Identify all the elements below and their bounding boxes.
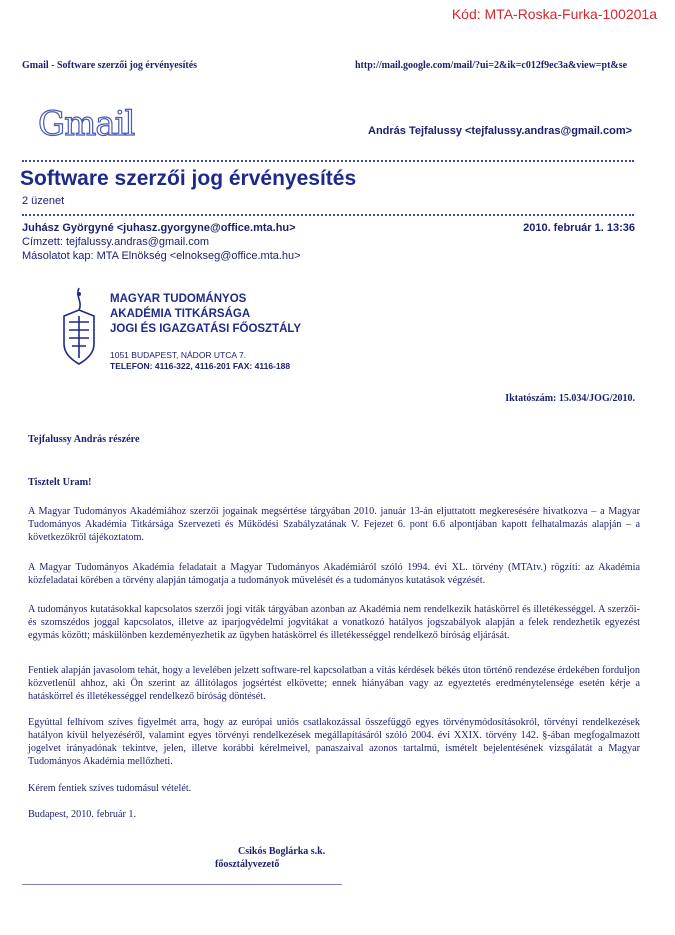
letter-closing: Kérem fentiek szíves tudomásul vételét. <box>28 783 192 794</box>
print-page-title: Gmail - Software szerzői jog érvényesítés <box>22 60 198 71</box>
letter-paragraph-4: Fentiek alapján javasolom tehát, hogy a levelében jelzett software-rel kapcsolatban a vitás kérdések békés úton történő rendezése érdekében forduljon közvetlenül ahhoz, aki Ön szerint az állítólagos jogsértést elkövette; ennek hiányában vagy az egyeztetés eredménytelensége esetén kérje a hatáskörrel és illetékességgel rendelkező bíróság döntését. <box>28 665 640 702</box>
signature-name: Csikós Boglárka s.k. <box>238 846 326 857</box>
academy-crest-icon <box>58 286 100 368</box>
thread-subject: Software szerzői jog érvényesítés <box>20 167 357 190</box>
reference-number: Iktatószám: 15.034/JOG/2010. <box>505 393 635 404</box>
letter-place-date: Budapest, 2010. február 1. <box>28 809 137 820</box>
letter-addressee: Tejfalussy András részére <box>28 434 140 445</box>
message-sender: Juhász Györgyné <juhasz.gyorgyne@office.mta.hu> <box>22 222 296 234</box>
print-page-url: http://mail.google.com/mail/?ui=2&ik=c012f9ec3a&view=pt&se <box>355 60 628 71</box>
fax-number: 4116-188 <box>254 361 291 371</box>
message-cc: Másolatot kap: MTA Elnökség <elnokseg@office.mta.hu> <box>22 250 301 262</box>
institution-contact <box>110 350 290 372</box>
institution-name <box>110 292 301 337</box>
message-date: 2010. február 1. 13:36 <box>523 222 635 234</box>
message-recipient: Címzett: tejfalussy.andras@gmail.com <box>22 236 210 248</box>
account-email: András Tejfalussy <tejfalussy.andras@gmail.com> <box>368 125 633 137</box>
message-count: 2 üzenet <box>22 195 65 207</box>
bottom-rule <box>22 884 342 885</box>
institution-line-3: JOGI ÉS IGAZGATÁSI FŐOSZTÁLY <box>110 323 302 335</box>
letter-paragraph-1: A Magyar Tudományos Akadémiához szerzői jogainak megsértése tárgyában 2010. január 13-án eljuttatott megkeresésére hivatkozva – a Magyar Tudományos Akadémia Titkársága Szervezeti és Működési Szabályzatának V. Fejezet 6. pont 6.6 alpontjában kapott felhatalmazás alapján – a következőkről tájékoztatom. <box>28 506 640 543</box>
archive-code: Kód: MTA-Roska-Furka-100201a <box>451 6 657 22</box>
letter-paragraph-5: Egyúttal felhívom szíves figyelmét arra, hogy az európai uniós csatlakozással összefüggő egyes törvénymódosításokról, törvényi rendelkezések hatályon kívül helyezéséről, valamint egyes törvényi rendelkezések megállapításáról szóló 2004. évi XXIX. törvény 142. §-ában megfogalmazott jogelvet irányadónak tekintve, jelen, illetve korábbi kérelmeivel, panaszaival azonos tartalmú, ismételt bejelentésének vizsgálatát a Magyar Tudományos Akadémia mellőzheti. <box>28 717 640 767</box>
gmail-logo: Gmail <box>38 104 135 144</box>
letter-salutation: Tisztelt Uram! <box>28 477 92 488</box>
institution-phone-fax: TELEFON: 4116-322, 4116-201 FAX: 4116-188 <box>110 361 291 371</box>
message-separator <box>22 214 634 216</box>
letter-paragraph-2: A Magyar Tudományos Akadémia feladatait a Magyar Tudományos Akadémiáról szóló 1994. évi XL. törvény (MTAtv.) rögzíti: az Akadémia közfeladatai körében a törvény alapján támogatja a tudományok művelését és a tudományos kutatások végzését. <box>28 562 640 586</box>
institution-address: 1051 BUDAPEST, NÁDOR UTCA 7. <box>110 350 247 360</box>
header-separator <box>22 160 634 162</box>
letter-paragraph-3: A tudományos kutatásokkal kapcsolatos szerzői jogi viták tárgyában azonban az Akadémia nem rendelkezik hatáskörrel és illetékességgel. A szerzői- és szomszédos joggal kapcsolatos, illetve az iparjogvédelmi jogvitákat a vonatkozó hatályos jogszabályok alapján a felek rendezhetik egyezést egymás között; máskülönben kezdeményezhetik az ügyben hatáskörrel és illetékességgel rendelkező bíróság eljárását. <box>28 604 640 641</box>
phone-number: 4116-322, 4116-201 <box>154 361 231 371</box>
institution-line-1: MAGYAR TUDOMÁNYOS <box>110 293 247 305</box>
institution-line-2: AKADÉMIA TITKÁRSÁGA <box>110 308 251 320</box>
signature-title: főosztályvezető <box>215 859 280 870</box>
